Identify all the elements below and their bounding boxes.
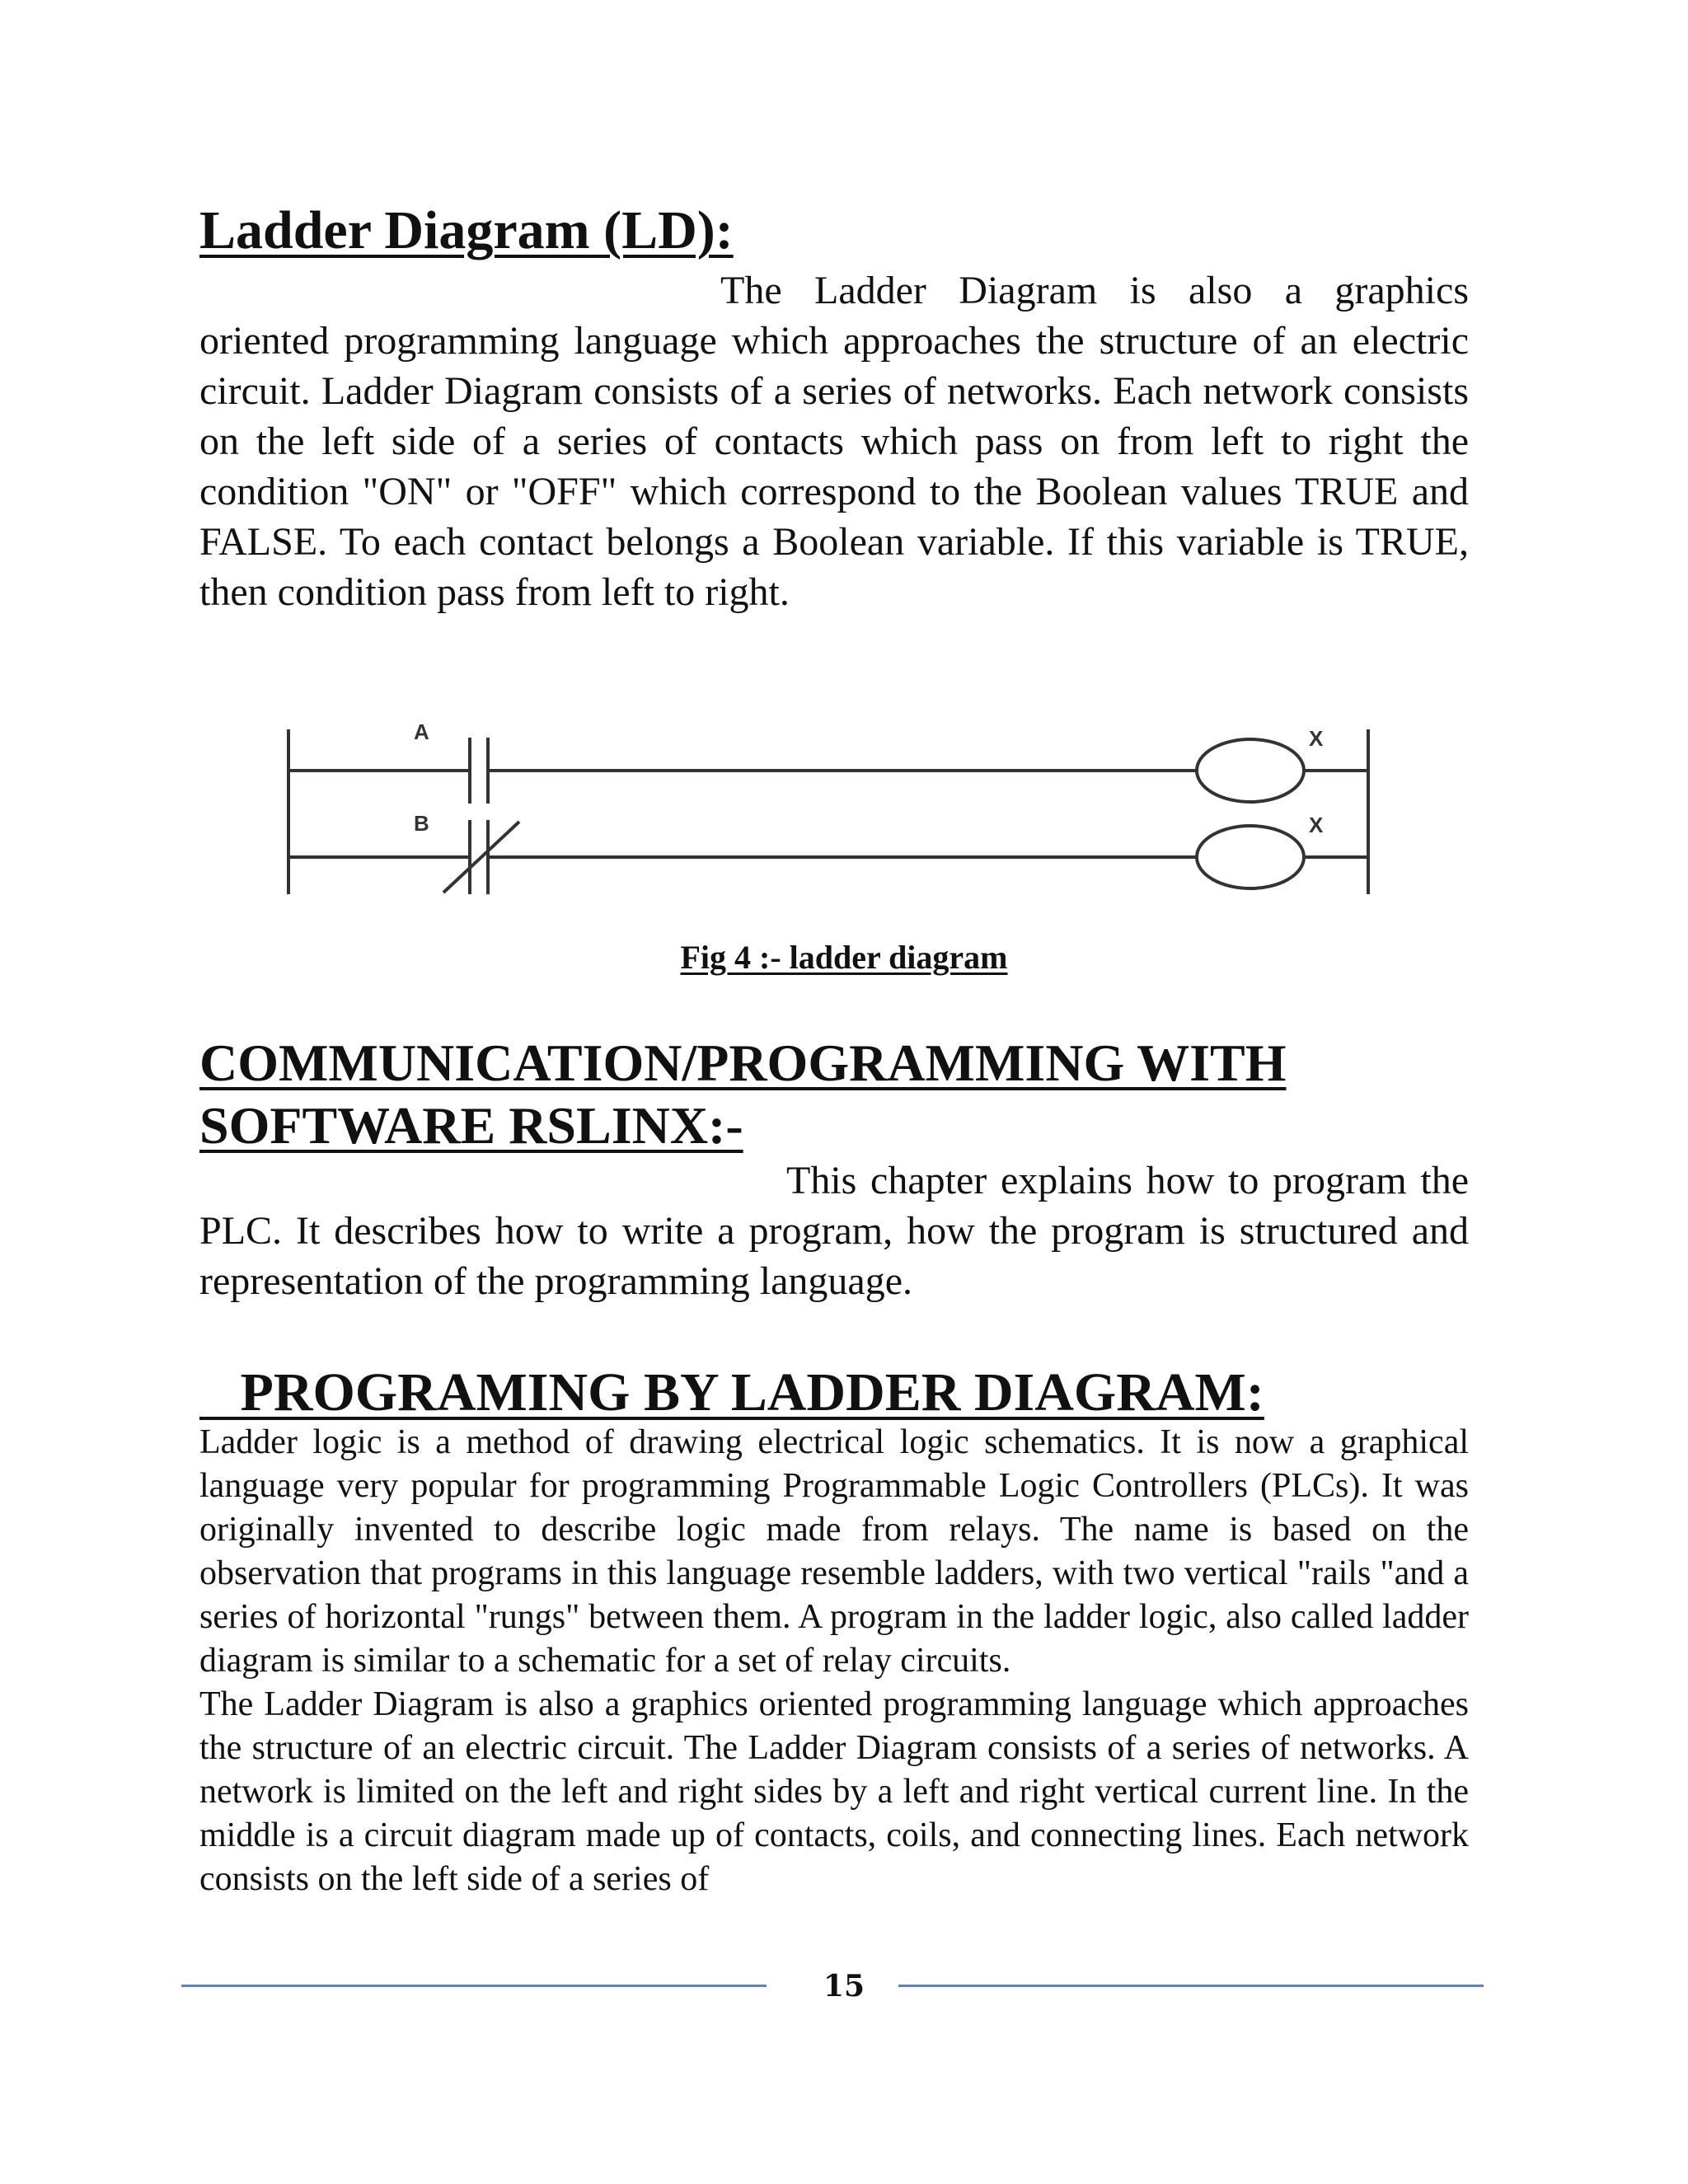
coil-2-label: X bbox=[1309, 813, 1324, 837]
coil-2 bbox=[1197, 826, 1304, 888]
heading-line-2: SOFTWARE RSLINX:- bbox=[199, 1096, 743, 1155]
paragraph-text: The Ladder Diagram is also a graphics oriented programming language which approaches the structure of an electric circuit. Ladder Diagram consists of a series of networks. Each network consists on the left side of a series of contacts which pass on from left to right the condition "ON" or "OFF" which correspond to the Boolean values TRUE and FALSE. To each contact belongs a Boolean variable. If this variable is TRUE, then condition pass from left to right. bbox=[199, 269, 1469, 614]
coil-1-label: X bbox=[1309, 726, 1324, 751]
section-heading-ladder-diagram: Ladder Diagram (LD): bbox=[199, 200, 734, 260]
footer-rule-right bbox=[898, 1985, 1484, 1987]
figure-caption: Fig 4 :- ladder diagram bbox=[680, 939, 1008, 976]
section-heading-communication bbox=[199, 1032, 1485, 1157]
section-paragraph-communication bbox=[199, 1155, 1469, 1306]
ladder-diagram-figure bbox=[272, 705, 1393, 902]
section-paragraph-ladder-diagram bbox=[199, 265, 1469, 617]
contact-b-label: B bbox=[414, 811, 429, 836]
paragraph-text: This chapter explains how to program the PLC. It describes how to write a program, how the program is structured and representation of the programming language. bbox=[199, 1159, 1469, 1303]
section-body-programing-ladder bbox=[199, 1421, 1469, 1901]
paragraph-1: Ladder logic is a method of drawing electrical logic schematics. It is now a graphical language very popular for programming Programmable Logic Controllers (PLCs). It was originally invented to describe logic made from relays. The name is based on the observation that programs in this language resemble ladders, with two vertical "rails "and a series of horizontal "rungs" between them. A program in the ladder logic, also called ladder diagram is similar to a schematic for a set of relay circuits. bbox=[199, 1423, 1469, 1680]
contact-a-label: A bbox=[414, 719, 429, 744]
paragraph-2: The Ladder Diagram is also a graphics oriented programming language which approaches the structure of an electric circuit. The Ladder Diagram consists of a series of networks. A network is limited on the left and right sides by a left and right vertical current line. In the middle is a circuit diagram made up of contacts, coils, and connecting lines. Each network consists on the left side of a series of bbox=[199, 1685, 1469, 1898]
coil-1 bbox=[1197, 739, 1304, 802]
page-number: 15 bbox=[823, 1969, 865, 2004]
footer-rule-left bbox=[181, 1985, 767, 1987]
heading-line-1: COMMUNICATION/PROGRAMMING WITH bbox=[199, 1033, 1287, 1092]
section-heading-programing-ladder: PROGRAMING BY LADDER DIAGRAM: bbox=[199, 1362, 1264, 1422]
